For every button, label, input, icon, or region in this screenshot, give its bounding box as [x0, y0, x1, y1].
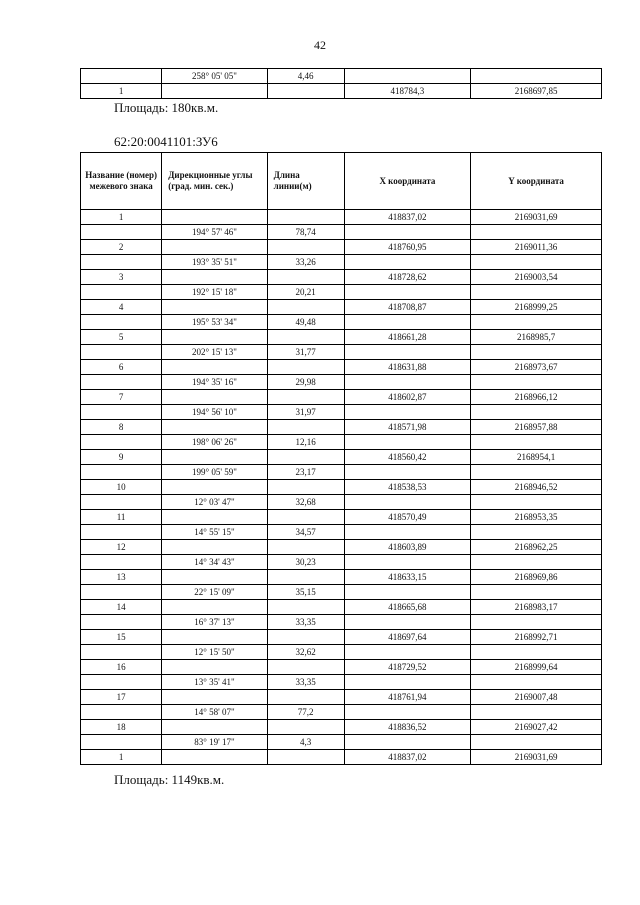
cell-y: 2168954,1	[471, 450, 602, 465]
table-row	[81, 450, 602, 465]
cell-x: 418837,02	[344, 210, 471, 225]
cell-y	[471, 225, 602, 240]
cell-point: 15	[81, 630, 162, 645]
cell-point	[81, 375, 162, 390]
coordinates-table-continuation	[80, 68, 602, 99]
cell-y	[471, 705, 602, 720]
cadastral-number: 62:20:0041101:ЗУ6	[114, 134, 218, 149]
cell-point	[81, 495, 162, 510]
table-row	[81, 585, 602, 600]
table-header-row	[81, 153, 602, 210]
cell-angle	[162, 630, 267, 645]
cell-point: 6	[81, 360, 162, 375]
cell-x: 418603,89	[344, 540, 471, 555]
cell-length: 31,97	[267, 405, 344, 420]
table-row	[81, 495, 602, 510]
cell-length	[267, 240, 344, 255]
cell-x: 418697,64	[344, 630, 471, 645]
cell-x: 418708,87	[344, 300, 471, 315]
cell-x: 418729,52	[344, 660, 471, 675]
cell-x	[344, 285, 471, 300]
cell-length	[267, 510, 344, 525]
cell-length: 77,2	[267, 705, 344, 720]
cell-point: 1	[81, 84, 162, 99]
table-row	[81, 315, 602, 330]
table-row	[81, 750, 602, 765]
cell-point	[81, 405, 162, 420]
cell-angle	[162, 210, 267, 225]
cell-length: 33,35	[267, 615, 344, 630]
cell-point: 10	[81, 480, 162, 495]
table-row	[81, 510, 602, 525]
table-row	[81, 555, 602, 570]
cell-y	[471, 675, 602, 690]
header-y: Y координата	[471, 153, 602, 210]
table-row	[81, 405, 602, 420]
cell-point	[81, 255, 162, 270]
cell-angle: 194° 35' 16"	[162, 375, 267, 390]
cell-y	[471, 285, 602, 300]
cell-point: 13	[81, 570, 162, 585]
cell-x	[344, 555, 471, 570]
cell-angle	[162, 84, 267, 99]
cell-length: 30,23	[267, 555, 344, 570]
cell-length	[267, 540, 344, 555]
cell-angle	[162, 300, 267, 315]
cell-y: 2168973,67	[471, 360, 602, 375]
cell-length	[267, 750, 344, 765]
header-length: Длина линии(м)	[267, 153, 344, 210]
cell-point	[81, 435, 162, 450]
table-row	[81, 285, 602, 300]
cell-point	[81, 225, 162, 240]
cell-y	[471, 435, 602, 450]
table-row	[81, 615, 602, 630]
cell-length: 78,74	[267, 225, 344, 240]
cell-length: 33,26	[267, 255, 344, 270]
cell-y	[471, 255, 602, 270]
cell-length: 29,98	[267, 375, 344, 390]
cell-angle: 13° 35' 41"	[162, 675, 267, 690]
cell-y: 2168983,17	[471, 600, 602, 615]
cell-y	[471, 465, 602, 480]
cell-y: 2168969,86	[471, 570, 602, 585]
cell-y	[471, 645, 602, 660]
table-row	[81, 645, 602, 660]
cell-x: 418784,3	[344, 84, 471, 99]
cell-x: 418633,15	[344, 570, 471, 585]
table-row	[81, 630, 602, 645]
table-row	[81, 525, 602, 540]
cell-angle: 194° 57' 46"	[162, 225, 267, 240]
table-row	[81, 84, 602, 99]
cell-point: 1	[81, 210, 162, 225]
cell-y	[471, 735, 602, 750]
cell-x	[344, 645, 471, 660]
cell-length	[267, 330, 344, 345]
cell-x	[344, 225, 471, 240]
cell-x	[344, 375, 471, 390]
cell-length: 35,15	[267, 585, 344, 600]
cell-y: 2169003,54	[471, 270, 602, 285]
cell-angle	[162, 480, 267, 495]
cell-angle	[162, 720, 267, 735]
cell-angle: 193° 35' 51"	[162, 255, 267, 270]
page-number: 42	[314, 38, 326, 52]
table-row	[81, 570, 602, 585]
cell-y: 2168985,7	[471, 330, 602, 345]
cell-x	[344, 495, 471, 510]
cell-angle: 258° 05' 05"	[162, 69, 267, 84]
cell-length	[267, 390, 344, 405]
cell-length	[267, 210, 344, 225]
cell-length: 4,46	[267, 69, 344, 84]
table-row	[81, 705, 602, 720]
cell-point	[81, 69, 162, 84]
cell-x: 418570,49	[344, 510, 471, 525]
cell-y	[471, 495, 602, 510]
cell-length	[267, 720, 344, 735]
cell-length	[267, 360, 344, 375]
cell-y: 2169027,42	[471, 720, 602, 735]
cell-length	[267, 84, 344, 99]
cell-x: 418571,98	[344, 420, 471, 435]
cell-y: 2169007,48	[471, 690, 602, 705]
cell-x: 418661,28	[344, 330, 471, 345]
cell-angle: 198° 06' 26"	[162, 435, 267, 450]
cell-x	[344, 615, 471, 630]
table-row	[81, 480, 602, 495]
cell-y	[471, 375, 602, 390]
table-row	[81, 690, 602, 705]
cell-point: 7	[81, 390, 162, 405]
table-row	[81, 360, 602, 375]
cell-y: 2168697,85	[471, 84, 602, 99]
cell-x: 418631,88	[344, 360, 471, 375]
table-row	[81, 330, 602, 345]
cell-x	[344, 465, 471, 480]
cell-length	[267, 570, 344, 585]
cell-length	[267, 450, 344, 465]
cell-y: 2169031,69	[471, 210, 602, 225]
cell-angle: 14° 55' 15"	[162, 525, 267, 540]
cell-y	[471, 585, 602, 600]
cell-length	[267, 600, 344, 615]
cell-point: 9	[81, 450, 162, 465]
cell-x	[344, 315, 471, 330]
cell-x: 418560,42	[344, 450, 471, 465]
area-label-1: Площадь: 180кв.м.	[114, 100, 219, 115]
cell-point	[81, 315, 162, 330]
cell-point: 12	[81, 540, 162, 555]
cell-y: 2168946,52	[471, 480, 602, 495]
cell-length: 32,68	[267, 495, 344, 510]
cell-point: 1	[81, 750, 162, 765]
cell-length: 32,62	[267, 645, 344, 660]
cell-angle	[162, 510, 267, 525]
cell-y: 2168992,71	[471, 630, 602, 645]
cell-point: 4	[81, 300, 162, 315]
cell-x: 418665,68	[344, 600, 471, 615]
cell-x: 418760,95	[344, 240, 471, 255]
cell-angle: 16° 37' 13"	[162, 615, 267, 630]
cell-y	[471, 615, 602, 630]
cell-y	[471, 315, 602, 330]
cell-length: 31,77	[267, 345, 344, 360]
cell-x	[344, 525, 471, 540]
table-row	[81, 540, 602, 555]
cell-y: 2168999,25	[471, 300, 602, 315]
cell-point	[81, 645, 162, 660]
cell-point	[81, 525, 162, 540]
cell-x	[344, 585, 471, 600]
cell-point: 16	[81, 660, 162, 675]
cell-y: 2168999,64	[471, 660, 602, 675]
cell-length: 33,35	[267, 675, 344, 690]
cell-angle: 12° 15' 50"	[162, 645, 267, 660]
cell-point: 2	[81, 240, 162, 255]
table-row	[81, 660, 602, 675]
cell-angle	[162, 600, 267, 615]
cell-angle: 83° 19' 17"	[162, 735, 267, 750]
cell-x	[344, 255, 471, 270]
cell-y	[471, 555, 602, 570]
cell-length: 49,48	[267, 315, 344, 330]
cell-point	[81, 465, 162, 480]
table-row	[81, 435, 602, 450]
cell-point	[81, 735, 162, 750]
table-row	[81, 270, 602, 285]
cell-y: 2168962,25	[471, 540, 602, 555]
table-row	[81, 225, 602, 240]
cell-length: 4,3	[267, 735, 344, 750]
table-row	[81, 465, 602, 480]
cell-length	[267, 480, 344, 495]
area-label-2: Площадь: 1149кв.м.	[114, 772, 225, 787]
cell-x	[344, 735, 471, 750]
cell-angle: 194° 56' 10"	[162, 405, 267, 420]
table-row	[81, 375, 602, 390]
cell-y: 2168966,12	[471, 390, 602, 405]
cell-x	[344, 405, 471, 420]
cell-point	[81, 345, 162, 360]
cell-angle	[162, 390, 267, 405]
cell-point: 17	[81, 690, 162, 705]
table-row	[81, 210, 602, 225]
table-row	[81, 300, 602, 315]
cell-angle	[162, 270, 267, 285]
header-x: X координата	[344, 153, 471, 210]
cell-angle	[162, 330, 267, 345]
cell-angle	[162, 240, 267, 255]
cell-point	[81, 705, 162, 720]
cell-length	[267, 270, 344, 285]
cell-angle	[162, 750, 267, 765]
cell-x: 418761,94	[344, 690, 471, 705]
cell-point: 3	[81, 270, 162, 285]
cell-angle: 199° 05' 59"	[162, 465, 267, 480]
cell-x: 418837,02	[344, 750, 471, 765]
cell-point	[81, 555, 162, 570]
table-row	[81, 420, 602, 435]
cell-angle	[162, 420, 267, 435]
cell-point: 14	[81, 600, 162, 615]
cell-length: 20,21	[267, 285, 344, 300]
cell-y: 2168957,88	[471, 420, 602, 435]
cell-y	[471, 69, 602, 84]
cell-point	[81, 615, 162, 630]
table-row	[81, 720, 602, 735]
table-row	[81, 390, 602, 405]
cell-x	[344, 675, 471, 690]
cell-angle	[162, 360, 267, 375]
cell-y: 2169031,69	[471, 750, 602, 765]
cell-length: 23,17	[267, 465, 344, 480]
cell-x: 418728,62	[344, 270, 471, 285]
cell-angle	[162, 540, 267, 555]
cell-length	[267, 420, 344, 435]
cell-point: 11	[81, 510, 162, 525]
cell-length: 34,57	[267, 525, 344, 540]
cell-angle: 192° 15' 18"	[162, 285, 267, 300]
cell-point: 5	[81, 330, 162, 345]
cell-length	[267, 300, 344, 315]
cell-point: 18	[81, 720, 162, 735]
table-row	[81, 69, 602, 84]
cell-y	[471, 345, 602, 360]
cell-x	[344, 345, 471, 360]
cell-x	[344, 705, 471, 720]
cell-y: 2168953,35	[471, 510, 602, 525]
cell-angle: 195° 53' 34"	[162, 315, 267, 330]
header-point: Название (номер) межевого знака	[81, 153, 162, 210]
cell-length: 12,16	[267, 435, 344, 450]
cell-point	[81, 285, 162, 300]
cell-angle: 12° 03' 47"	[162, 495, 267, 510]
table-row	[81, 345, 602, 360]
cell-angle	[162, 690, 267, 705]
cell-point	[81, 585, 162, 600]
cell-angle	[162, 450, 267, 465]
cell-length	[267, 690, 344, 705]
cell-point	[81, 675, 162, 690]
cell-length	[267, 630, 344, 645]
coordinates-table	[80, 152, 602, 765]
cell-angle	[162, 660, 267, 675]
cell-x	[344, 435, 471, 450]
table-row	[81, 675, 602, 690]
cell-point: 8	[81, 420, 162, 435]
cell-angle: 14° 34' 43"	[162, 555, 267, 570]
cell-angle: 22° 15' 09"	[162, 585, 267, 600]
header-angle: Дирекционные углы (град. мин. сек.)	[162, 153, 267, 210]
table-row	[81, 600, 602, 615]
cell-angle	[162, 570, 267, 585]
cell-length	[267, 660, 344, 675]
table-row	[81, 255, 602, 270]
cell-x: 418538,53	[344, 480, 471, 495]
cell-x: 418602,87	[344, 390, 471, 405]
cell-y	[471, 525, 602, 540]
cell-x: 418836,52	[344, 720, 471, 735]
cell-angle: 14° 58' 07"	[162, 705, 267, 720]
cell-y	[471, 405, 602, 420]
table-row	[81, 240, 602, 255]
cell-x	[344, 69, 471, 84]
table-row	[81, 735, 602, 750]
cell-y: 2169011,36	[471, 240, 602, 255]
cell-angle: 202° 15' 13"	[162, 345, 267, 360]
